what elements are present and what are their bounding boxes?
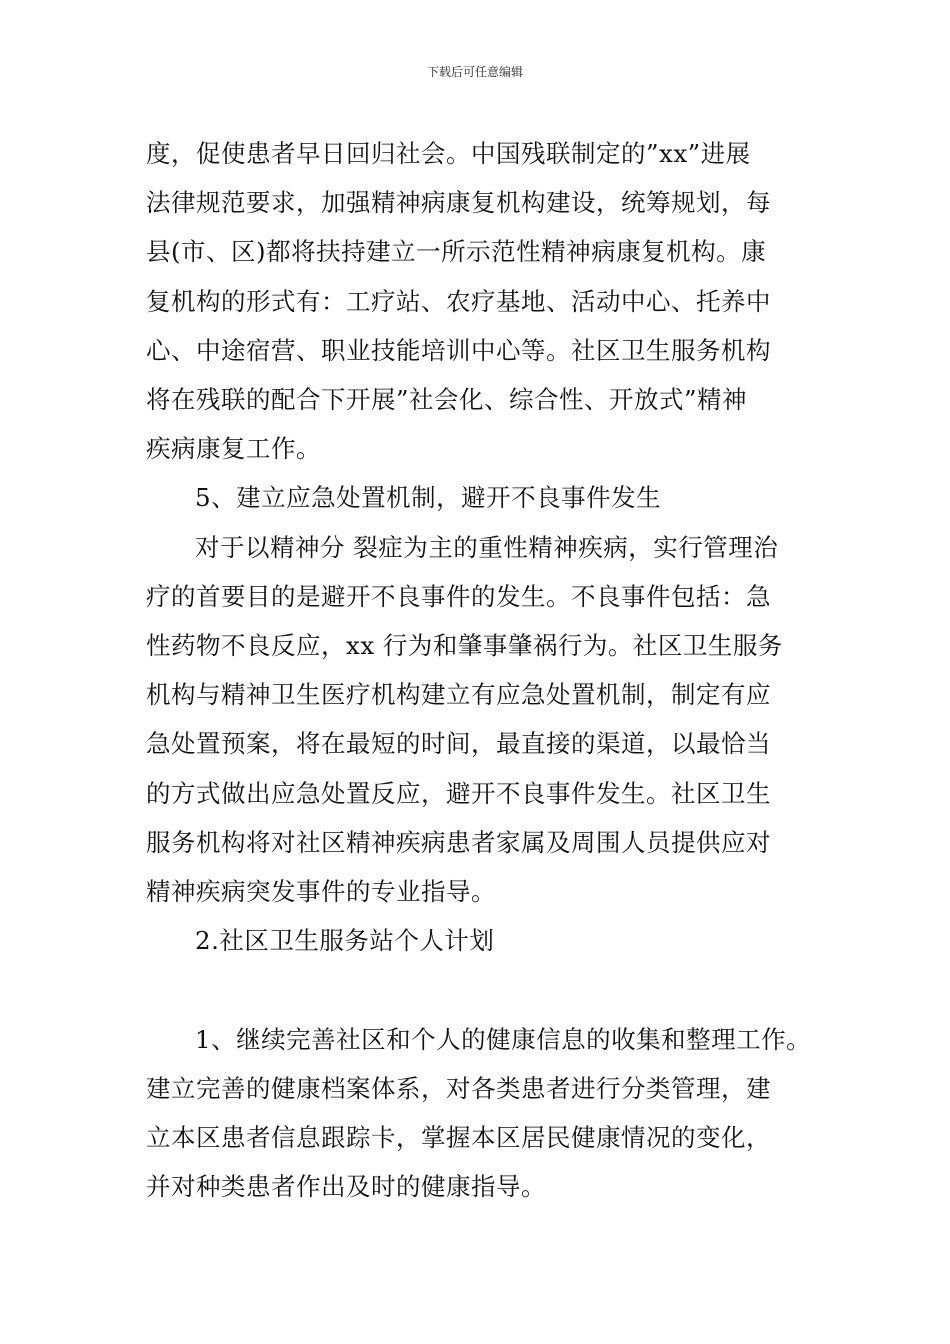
text-line: 心、中途宿营、职业技能培训中心等。社区卫生服务机构 [146, 335, 771, 365]
section-heading: 5、建立应急处置机制，避开不良事件发生 [195, 483, 662, 513]
text-line: 性药物不良反应，xx 行为和肇事肇祸行为。社区卫生服务 [146, 631, 783, 661]
section-heading: 2.社区卫生服务站个人计划 [195, 926, 495, 956]
text-line: 1、继续完善社区和个人的健康信息的收集和整理工作。 [195, 1024, 812, 1054]
text-line: 将在残联的配合下开展”社会化、综合性、开放式”精神 [146, 385, 748, 415]
text-line: 法律规范要求，加强精神病康复机构建设，统筹规划，每 [146, 188, 771, 218]
text-line: 精神疾病突发事件的专业指导。 [146, 877, 496, 907]
document-body [146, 129, 846, 1211]
text-line: 度，促使患者早日回归社会。中国残联制定的”xx”进展 [146, 139, 751, 168]
text-line: 县(市、区)都将扶持建立一所示范性精神病康复机构。康 [146, 237, 767, 267]
paragraph-gap [146, 965, 846, 1014]
text-line: 对于以精神分 裂症为主的重性精神疾病，实行管理治 [195, 532, 779, 562]
page-header: 下载后可任意编辑 [426, 65, 523, 79]
text-line: 立本区患者信息跟踪卡，掌握本区居民健康情况的变化， [146, 1123, 771, 1153]
text-line: 机构与精神卫生医疗机构建立有应急处置机制，制定有应 [146, 680, 771, 710]
text-line: 疗的首要目的是避开不良事件的发生。不良事件包括：急 [146, 581, 771, 611]
text-line: 疾病康复工作。 [146, 434, 321, 464]
text-line: 的方式做出应急处置反应，避开不良事件发生。社区卫生 [146, 778, 771, 808]
text-line: 急处置预案，将在最短的时间，最直接的渠道，以最恰当 [146, 729, 771, 759]
text-line: 服务机构将对社区精神疾病患者家属及周围人员提供应对 [146, 827, 771, 857]
text-line: 复机构的形式有：工疗站、农疗基地、活动中心、托养中 [146, 286, 771, 316]
text-line: 建立完善的健康档案体系，对各类患者进行分类管理，建 [146, 1073, 771, 1103]
text-line: 并对种类患者作出及时的健康指导。 [146, 1172, 546, 1202]
